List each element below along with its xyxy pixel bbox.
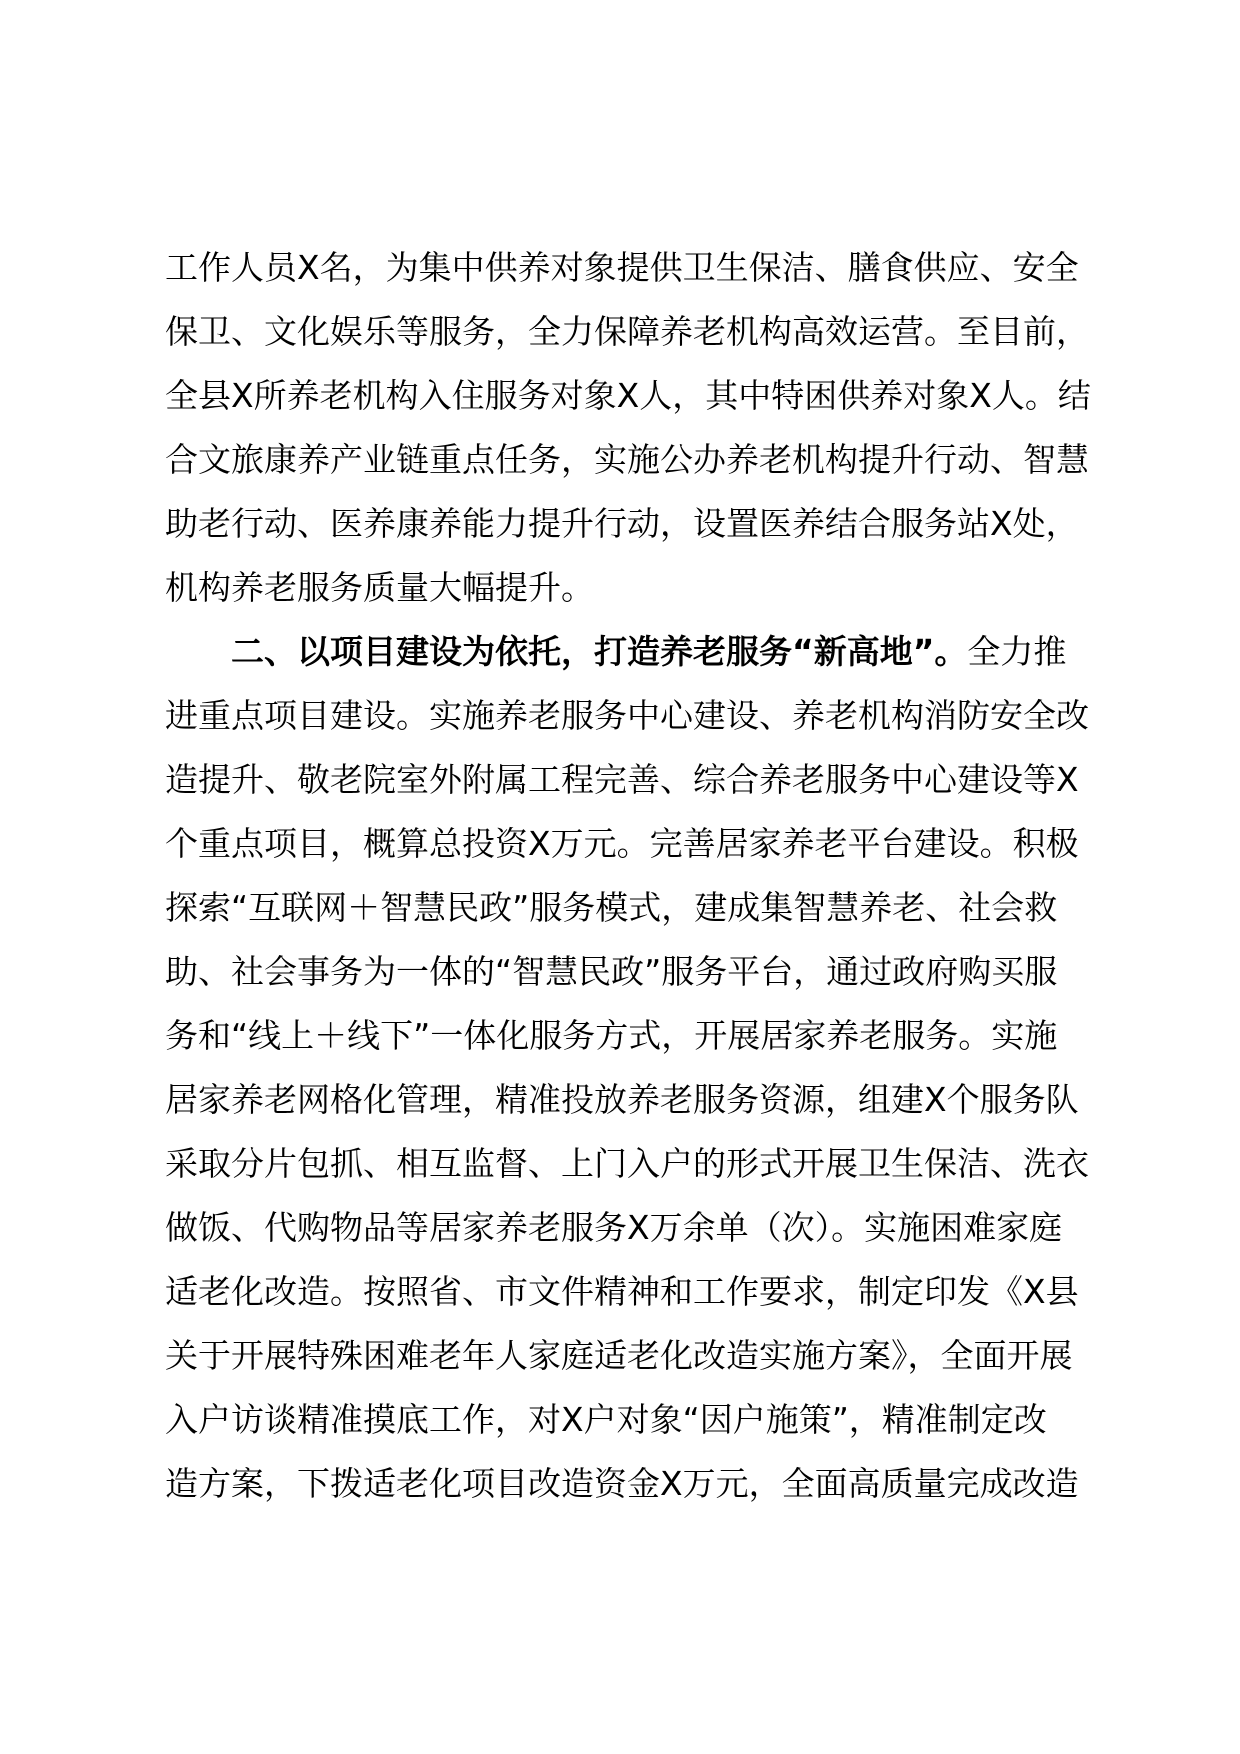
body-text-line: 机构养老服务质量大幅提升。 [165, 568, 594, 607]
body-text-line: 全县X所养老机构入住服务对象X人，其中特困供养对象X人。结 [165, 376, 1091, 415]
body-text-line: 助老行动、医养康养能力提升行动，设置医养结合服务站X处， [165, 504, 1079, 543]
body-text-line: 造提升、敬老院室外附属工程完善、综合养老服务中心建设等X [165, 760, 1079, 799]
body-text-line: 居家养老网格化管理，精准投放养老服务资源，组建X个服务队 [165, 1080, 1079, 1119]
body-text-line: 做饭、代购物品等居家养老服务X万余单（次）。实施困难家庭 [165, 1208, 1063, 1247]
section-heading-line [231, 620, 1115, 684]
body-text-line: 探索“互联网＋智慧民政”服务模式，建成集智慧养老、社会救 [165, 888, 1058, 927]
body-text-line: 个重点项目，概算总投资X万元。完善居家养老平台建设。积极 [165, 824, 1079, 863]
body-text-line: 务和“线上＋线下”一体化服务方式，开展居家养老服务。实施 [165, 1016, 1058, 1055]
body-text-line: 适老化改造。按照省、市文件精神和工作要求，制定印发《X县 [165, 1272, 1079, 1311]
body-text-continuation: 全力推 [967, 632, 1067, 671]
body-text-line: 合文旅康养产业链重点任务，实施公办养老机构提升行动、智慧 [165, 440, 1089, 479]
body-text-line: 进重点项目建设。实施养老服务中心建设、养老机构消防安全改 [165, 696, 1089, 735]
body-text-line: 采取分片包抓、相互监督、上门入户的形式开展卫生保洁、洗衣 [165, 1144, 1089, 1183]
body-text-line: 入户访谈精准摸底工作，对X户对象“因户施策”，精准制定改 [165, 1400, 1047, 1439]
body-text-line: 工作人员X名，为集中供养对象提供卫生保洁、膳食供应、安全 [165, 248, 1079, 287]
section-heading: 二、以项目建设为依托，打造养老服务“新高地”。 [231, 632, 968, 671]
body-text-line: 助、社会事务为一体的“智慧民政”服务平台，通过政府购买服 [165, 952, 1058, 991]
body-text-line: 保卫、文化娱乐等服务，全力保障养老机构高效运营。至目前， [165, 312, 1089, 351]
body-text-line: 关于开展特殊困难老年人家庭适老化改造实施方案》，全面开展 [165, 1336, 1073, 1375]
body-text-line: 造方案，下拨适老化项目改造资金X万元，全面高质量完成改造 [165, 1464, 1079, 1503]
